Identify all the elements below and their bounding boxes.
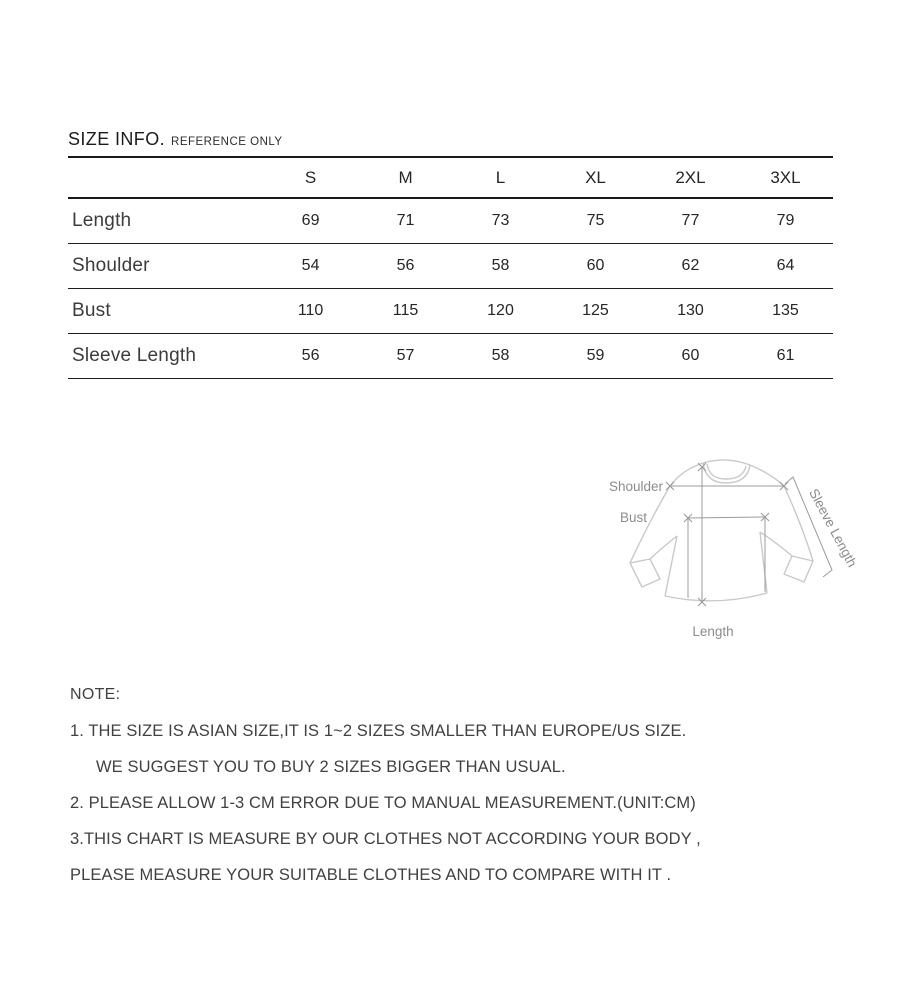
table-row-sleeve-length [68, 333, 833, 378]
size-value-cell: 60 [681, 346, 700, 364]
column-header-3xl: 3XL [738, 157, 833, 198]
page-title-row [68, 129, 283, 150]
column-header-m: M [358, 157, 453, 198]
size-value-cell: 75 [586, 211, 605, 229]
row-label: Shoulder [72, 254, 150, 276]
size-value-cell: 58 [491, 346, 510, 364]
size-value-cell: 125 [582, 301, 609, 319]
shoulder-label: Shoulder [608, 479, 663, 494]
size-table [68, 156, 833, 379]
measurement-lines [670, 467, 832, 602]
note-line-2: 2. PLEASE ALLOW 1-3 CM ERROR DUE TO MANUAL MEASUREMENT.(UNIT:CM) [70, 794, 696, 812]
size-value-cell: 56 [396, 256, 415, 274]
size-value-cell: 69 [301, 211, 320, 229]
bust-label: Bust [619, 510, 647, 525]
row-label: Sleeve Length [72, 344, 197, 366]
column-header-l: L [453, 157, 548, 198]
size-value-cell: 71 [396, 211, 415, 229]
size-value-cell: 59 [586, 346, 605, 364]
size-value-cell: 54 [301, 256, 320, 274]
row-label: Bust [72, 299, 111, 321]
size-value-cell: 73 [491, 211, 510, 229]
length-label: Length [692, 624, 734, 639]
size-value-cell: 61 [776, 346, 795, 364]
size-table-header-row [68, 157, 833, 198]
note-line-1b: WE SUGGEST YOU TO BUY 2 SIZES BIGGER THAN USUAL. [96, 758, 566, 776]
page-title: SIZE INFO. [68, 129, 166, 149]
measurement-x-markers [666, 463, 788, 606]
column-header-xl: XL [548, 157, 643, 198]
size-value-cell: 64 [776, 256, 795, 274]
size-value-cell: 79 [776, 211, 795, 229]
sleeve-length-label: Sleeve Length [806, 486, 860, 570]
note-line-3: 3.THIS CHART IS MEASURE BY OUR CLOTHES NOT ACCORDING YOUR BODY , [70, 830, 701, 848]
row-label: Length [72, 209, 132, 231]
size-value-cell: 62 [681, 256, 700, 274]
size-value-cell: 110 [297, 301, 324, 319]
size-value-cell: 57 [396, 346, 415, 364]
table-row-bust [68, 288, 833, 333]
notes-section [70, 677, 870, 893]
size-value-cell: 120 [487, 301, 514, 319]
note-line-1: 1. THE SIZE IS ASIAN SIZE,IT IS 1~2 SIZES SMALLER THAN EUROPE/US SIZE. [70, 722, 687, 740]
table-row-shoulder [68, 243, 833, 288]
column-header-s: S [263, 157, 358, 198]
size-value-cell: 58 [491, 256, 510, 274]
column-header-2xl: 2XL [643, 157, 738, 198]
size-value-cell: 115 [392, 301, 419, 319]
notes-heading: NOTE: [70, 686, 121, 703]
size-table-corner-cell [68, 157, 263, 198]
page-subtitle: REFERENCE ONLY [171, 136, 283, 148]
table-row-length [68, 198, 833, 243]
size-value-cell: 56 [301, 346, 320, 364]
note-line-3b: PLEASE MEASURE YOUR SUITABLE CLOTHES AND TO COMPARE WITH IT . [70, 866, 672, 884]
size-value-cell: 60 [586, 256, 605, 274]
size-value-cell: 77 [681, 211, 700, 229]
size-value-cell: 130 [677, 301, 704, 319]
size-value-cell: 135 [772, 301, 799, 319]
garment-measurement-diagram [592, 430, 882, 650]
